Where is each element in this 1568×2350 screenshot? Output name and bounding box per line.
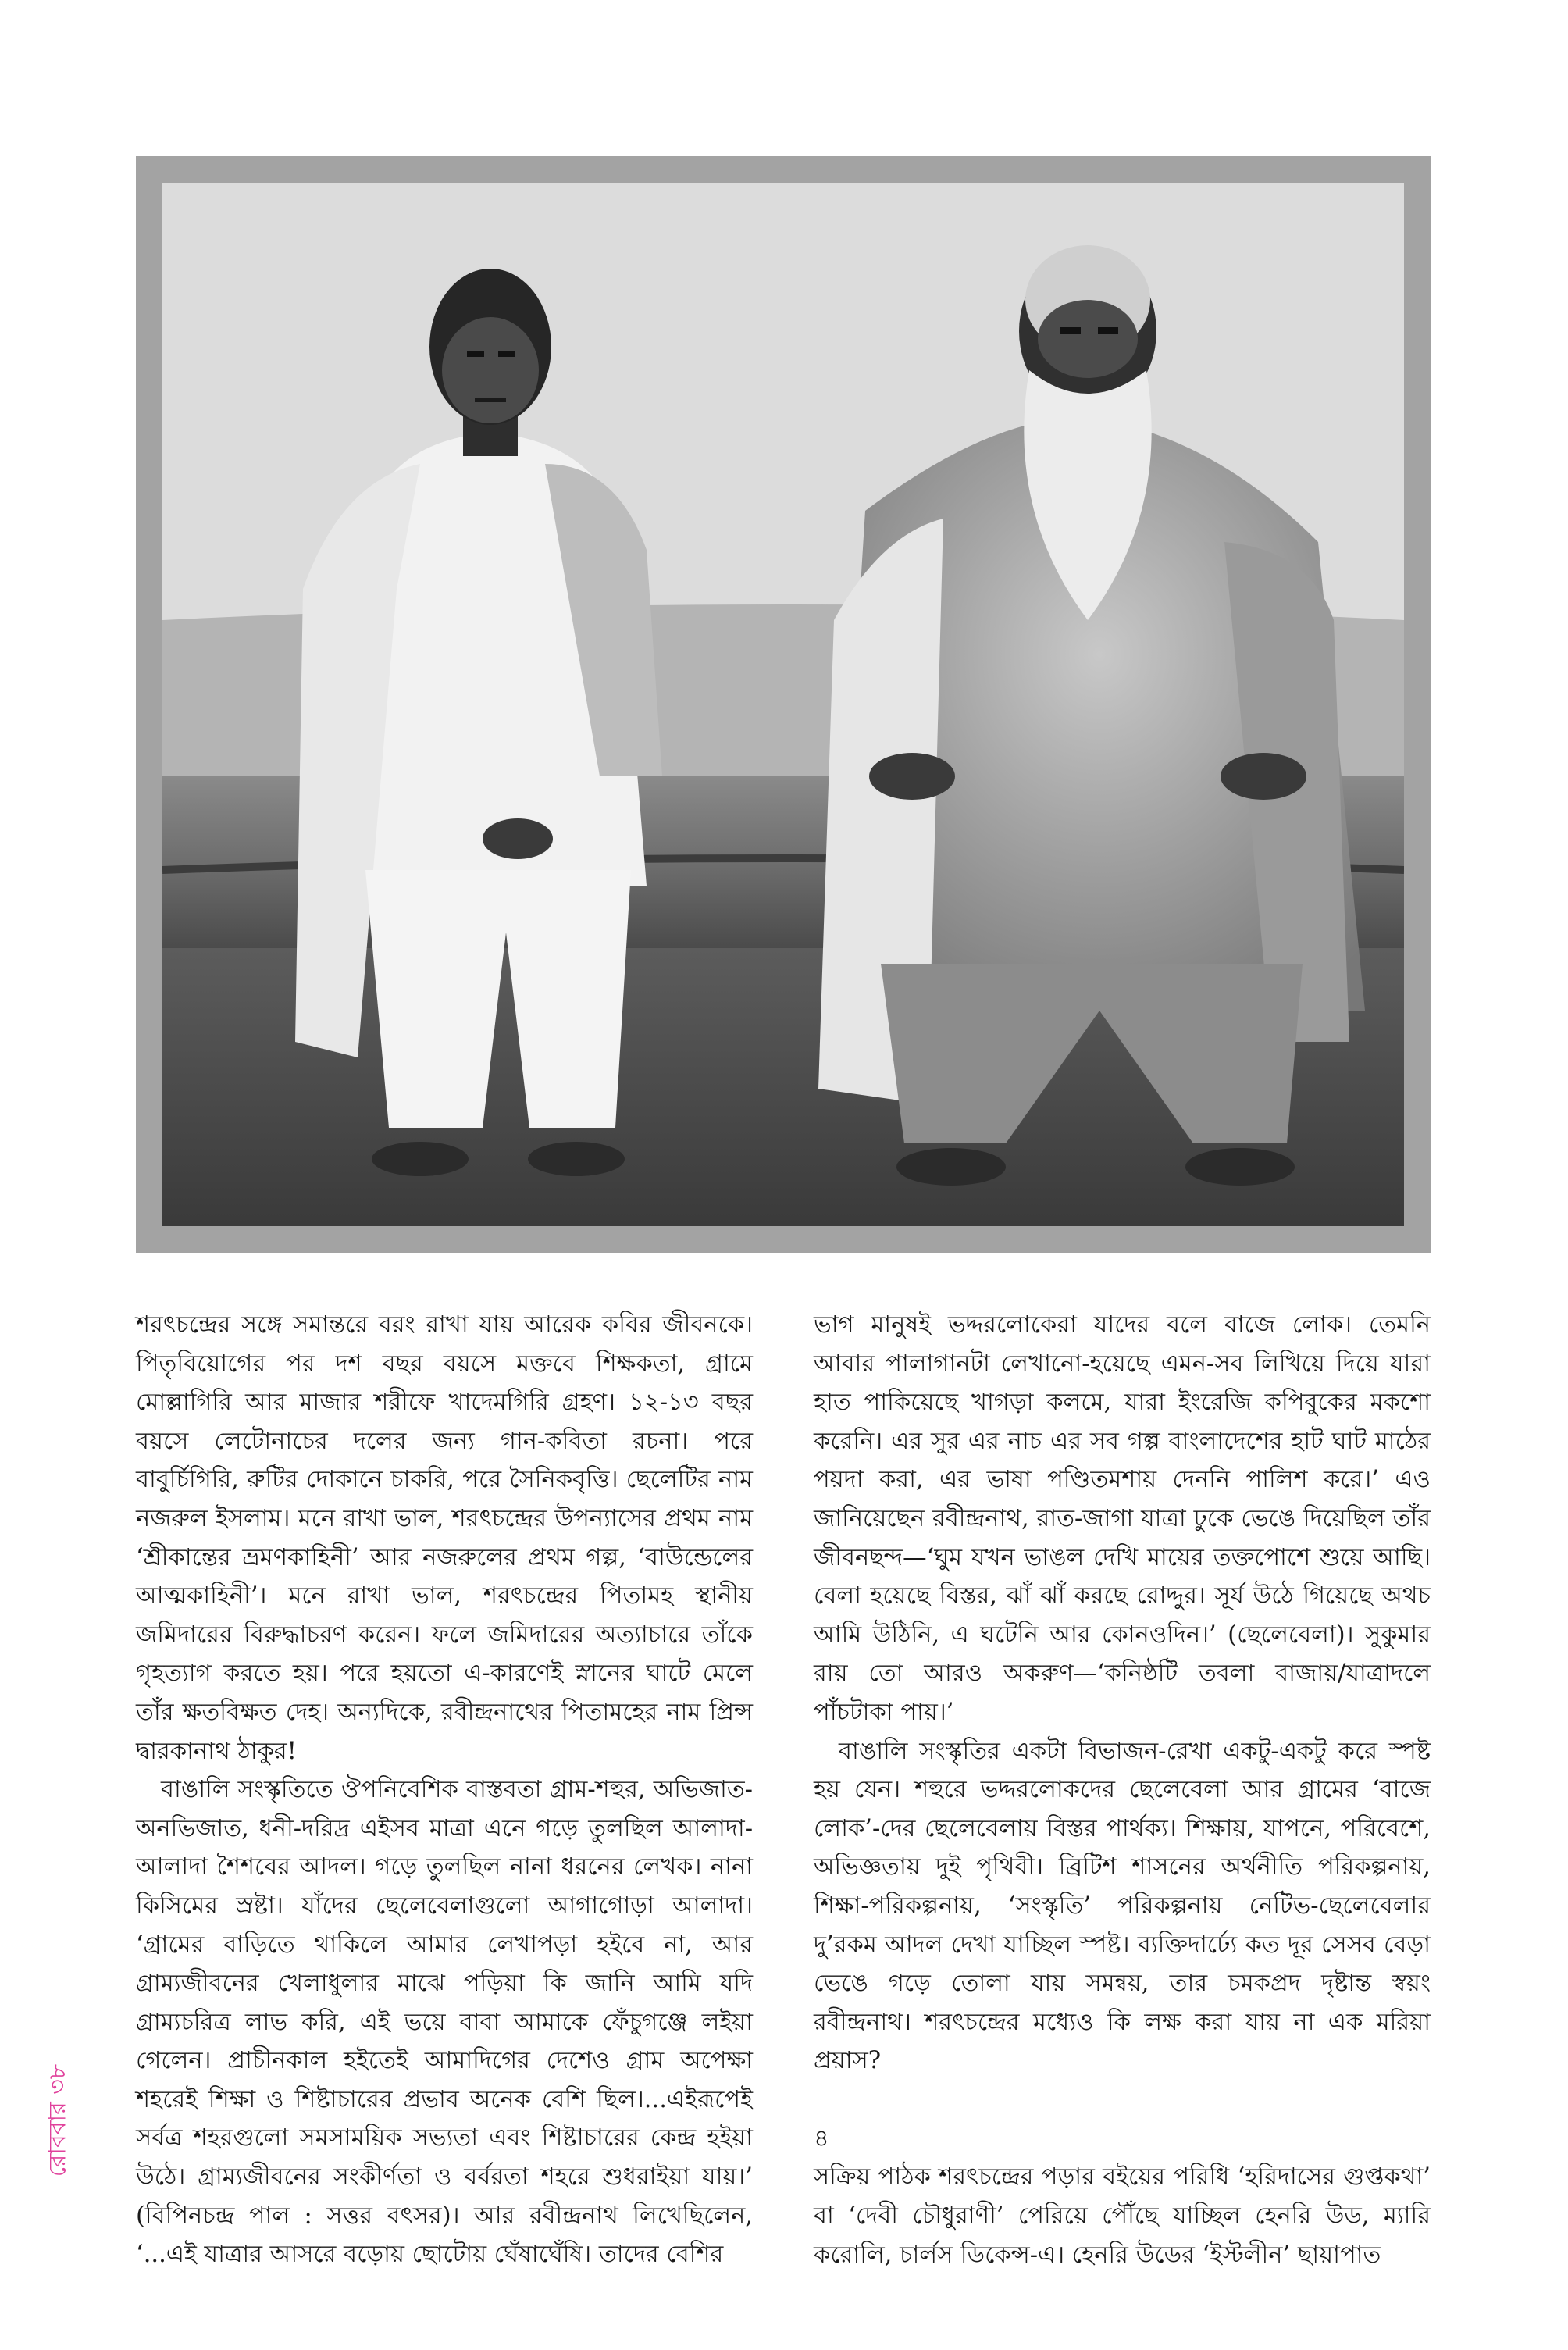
- right-paragraph-1: ভাগ মানুষই ভদ্দরলোকেরা যাদের বলে বাজে লোক। তেমনি আবার পালাগানটা লেখানো-হয়েছে এমন-সব লিখিয়ে দিয়ে যারা হাত পাকিয়েছে খাগড়া কলমে, যারা ইংরেজি কপিবুকের মকশো করেনি। এর সুর এর নাচ এর সব গল্প বাংলাদেশের হাট ঘাট মাঠের পয়দা করা, এর ভাষা পণ্ডিতমশায় দেননি পালিশ করে।’ এও জানিয়েছেন রবীন্দ্রনাথ, রাত-জাগা যাত্রা ঢুকে ভেঙে দিয়েছিল তাঁর জীবনছন্দ—‘ঘুম যখন ভাঙল দেখি মায়ের তক্তপোশে শুয়ে আছি। বেলা হয়েছে বিস্তর, ঝাঁ ঝাঁ করছে রোদ্দুর। সূর্য উঠে গিয়েছে অথচ আমি উঠিনি, এ ঘটেনি আর কোনওদিন।’ (ছেলেবেলা)। সুকুমার রায় তো আরও অকরুণ—‘কনিষ্ঠটি তবলা বাজায়/যাত্রাদলে পাঁচটাকা পায়।’: [814, 1311, 1431, 1726]
- page-folio: [39, 1995, 78, 2245]
- left-paragraph-1: শরৎচন্দ্রের সঙ্গে সমান্তরে বরং রাখা যায় আরেক কবির জীবনকে। পিতৃবিয়োগের পর দশ বছর বয়সে মক্তবে শিক্ষকতা, গ্রামে মোল্লাগিরি আর মাজার শরীফে খাদেমগিরি গ্রহণ। ১২-১৩ বছর বয়সে লেটোনাচের দলের জন্য গান-কবিতা রচনা। পরে বাবুর্চিগিরি, রুটির দোকানে চাকরি, পরে সৈনিকবৃত্তি। ছেলেটির নাম নজরুল ইসলাম। মনে রাখা ভাল, শরৎচন্দ্রের উপন্যাসের প্রথম নাম ‘শ্রীকান্তের ভ্রমণকাহিনী’ আর নজরুলের প্রথম গল্প, ‘বাউন্ডেলের আত্মকাহিনী’। মনে রাখা ভাল, শরৎচন্দ্রের পিতামহ স্থানীয় জমিদারের বিরুদ্ধাচরণ করেন। ফলে জমিদারের অত্যাচারে তাঁকে গৃহত্যাগ করতে হয়। পরে হয়তো এ-কারণেই স্নানের ঘাটে মেলে তাঁর ক্ষতবিক্ষত দেহ। অন্যদিকে, রবীন্দ্রনাথের পিতামহের নাম প্রিন্স দ্বারকানাথ ঠাকুর!: [136, 1311, 753, 1765]
- article-body: [136, 1306, 1431, 2269]
- photo-frame: [136, 156, 1431, 1253]
- left-column: [136, 1306, 753, 2274]
- folio-text: রোববার ৩৮: [44, 2063, 72, 2177]
- section-number: ৪: [814, 2124, 829, 2152]
- right-paragraph-2: বাঙালি সংস্কৃতির একটা বিভাজন-রেখা একটু-একটু করে স্পষ্ট হয় যেন। শহুরে ভদ্দরলোকদের ছেলেবেলা আর গ্রামের ‘বাজে লোক’-দের ছেলেবেলায় বিস্তর পার্থক্য। শিক্ষায়, যাপনে, পরিবেশে, অভিজ্ঞতায় দুই পৃথিবী। ব্রিটিশ শাসনের অর্থনীতি পরিকল্পনায়, শিক্ষা-পরিকল্পনায়, ‘সংস্কৃতি’ পরিকল্পনায় নেটিভ-ছেলেবেলার দু’রকম আদল দেখা যাচ্ছিল স্পষ্ট। ব্যক্তিদার্ঢ্যে কত দূর সেসব বেড়া ভেঙে গড়ে তোলা যায় সমন্বয়, তার চমকপ্রদ দৃষ্টান্ত স্বয়ং রবীন্দ্রনাথ। শরৎচন্দ্রের মধ্যেও কি লক্ষ করা যায় না এক মরিয়া প্রয়াস?: [814, 1737, 1431, 2075]
- right-column: [814, 1306, 1431, 2274]
- left-paragraph-2: বাঙালি সংস্কৃতিতে ঔপনিবেশিক বাস্তবতা গ্রাম-শহুর, অভিজাত-অনভিজাত, ধনী-দরিদ্র এইসব মাত্রা এনে গড়ে তুলছিল আলাদা-আলাদা শৈশবের আদল। গড়ে তুলছিল নানা ধরনের লেখক। নানা কিসিমের স্রষ্টা। যাঁদের ছেলেবেলাগুলো আগাগোড়া আলাদা। ‘গ্রামের বাড়িতে থাকিলে আমার লেখাপড়া হইবে না, আর গ্রাম্যজীবনের খেলাধুলার মাঝে পড়িয়া কি জানি আমি যদি গ্রাম্যচরিত্র লাভ করি, এই ভয়ে বাবা আমাকে ফেঁচুগঞ্জে লইয়া গেলেন। প্রাচীনকাল হইতেই আমাদিগের দেশেও গ্রাম অপেক্ষা শহরেই শিক্ষা ও শিষ্টাচারের প্রভাব অনেক বেশি ছিল।...এইরূপেই সর্বত্র শহরগুলো সমসাময়িক সভ্যতা এবং শিষ্টাচারের কেন্দ্র হইয়া উঠে। গ্রাম্যজীবনের সংকীর্ণতা ও বর্বরতা শহরে শুধরাইয়া যায়।’ (বিপিনচন্দ্র পাল : সত্তর বৎসর)। আর রবীন্দ্রনাথ লিখেছিলেন, ‘...এই যাত্রার আসরে বড়োয় ছোটোয় ঘেঁষাঘেঁষি। তাদের বেশির: [136, 1776, 753, 2269]
- photograph: [162, 183, 1404, 1226]
- right-paragraph-3: সক্রিয় পাঠক শরৎচন্দ্রের পড়ার বইয়ের পরিধি ‘হরিদাসের গুপ্তকথা’ বা ‘দেবী চৌধুরাণী’ পেরিয়ে পৌঁছে যাচ্ছিল হেনরি উড, ম্যারি করোলি, চার্লস ডিকেন্স-এ। হেনরি উডের ‘ইস্টলীন’ ছায়াপাত: [814, 2163, 1431, 2269]
